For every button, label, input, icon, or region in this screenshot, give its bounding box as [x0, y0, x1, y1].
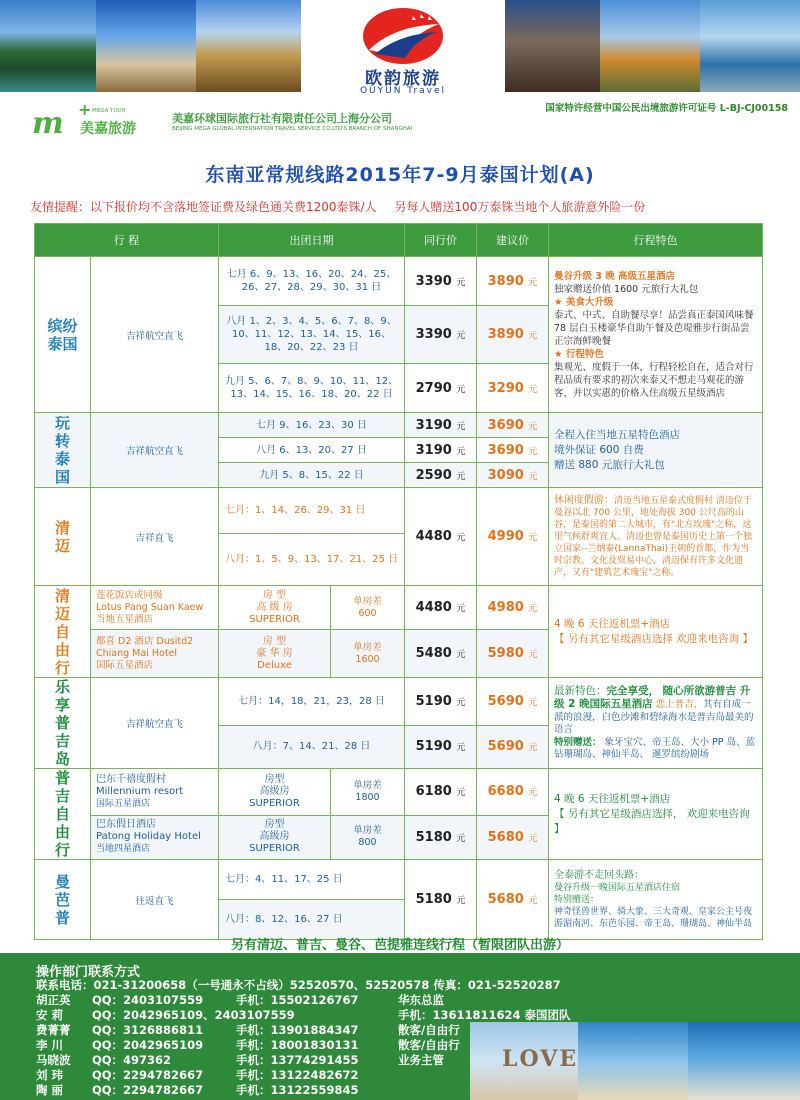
table-header-row — [35, 224, 763, 257]
room-type: 房型 高级房 SUPERIOR — [219, 815, 331, 859]
suggested-price: 5690 元 — [477, 678, 549, 726]
suggested-price: 5680 元 — [477, 815, 549, 859]
contact-phone-fax: 联系电话：021-31200658（一号通永不占线）52520570、52520578 传真：021-52520287 — [36, 978, 561, 992]
mega-chinese: 美嘉旅游 — [80, 121, 136, 137]
trade-price: 4480 元 — [405, 488, 477, 586]
dates-cell: 七月：1、14、26、29、31 日 — [219, 488, 405, 534]
route-name-chiangmai-free: 清迈自由行 — [35, 586, 91, 678]
suggested-price: 3890 元 — [477, 306, 549, 364]
trade-price: 3190 元 — [405, 413, 477, 438]
resort-photo — [505, 0, 600, 92]
route-name-bangkok-pattaya: 曼芭普 — [35, 860, 91, 940]
features-phuket-free: 4 晚 6 天往返机票+酒店 【 另有其它星级酒店选择， 欢迎来电咨询 】 — [549, 769, 763, 860]
route-name-wanzhuan: 玩转泰国 — [35, 413, 91, 488]
header-dates: 出团日期 — [219, 224, 405, 257]
table-row — [35, 257, 763, 306]
autumn-photo — [600, 0, 700, 92]
mega-m-letter: m — [32, 106, 64, 141]
suggested-price: 4980 元 — [477, 586, 549, 630]
city-coast-photo — [700, 0, 800, 92]
mega-english: MEGA TOUR — [92, 108, 126, 114]
suggested-price: 6680 元 — [477, 769, 549, 816]
price-table — [34, 223, 762, 940]
suggested-price: 3290 元 — [477, 364, 549, 413]
table-row — [35, 413, 763, 438]
flight-wanzhuan: 吉祥航空直飞 — [91, 413, 219, 488]
flight-bangkok-pattaya: 往返直飞 — [91, 860, 219, 940]
route-name-binfen: 缤纷泰国 — [35, 257, 91, 413]
features-phuket: 最新特色：完全享受， 随心所欲游普吉 升级 2 晚国际五星酒店 恋上普吉，其有自成一派的浪漫，白色沙滩和碧绿海水是普吉岛最美的语言 特别赠送： 象牙宝穴、帝王岛、大小 PP 岛、蓝钻珊瑚岛、神仙半岛、 暹罗缤纷剧场 — [549, 678, 763, 769]
single-room-diff: 单房差 1600 — [331, 630, 405, 678]
ouyun-logo-icon — [353, 6, 453, 66]
more-tours-note: 另有清迈、普吉、曼谷、芭提雅连线行程（暂限团队出游） — [230, 938, 569, 953]
trade-price: 3390 元 — [405, 257, 477, 306]
features-bangkok-pattaya: 全泰游不走回头路： 曼谷升级一晚国际五星酒店住宿 特别赠送： 神奇怪兽世界、骑大象、三大奇观、皇家公主号夜游湄南河、东芭乐园、帝王岛、珊瑚岛、神仙半岛 — [549, 860, 763, 940]
dates-cell: 八月：8、12、16、27 日 — [219, 900, 405, 940]
logo-english-text: OUYUN Travel — [359, 86, 447, 96]
desert-photo — [196, 0, 301, 92]
trade-price: 3390 元 — [405, 306, 477, 364]
single-room-diff: 单房差 1800 — [331, 769, 405, 816]
flight-chiangmai: 吉祥直飞 — [91, 488, 219, 586]
header-route: 行 程 — [35, 224, 219, 257]
table-row — [35, 488, 763, 534]
dates-cell: 七月：14，18，21，23，28 日 — [219, 678, 405, 726]
route-name-phuket: 乐享普吉岛 — [35, 678, 91, 769]
trade-price: 5190 元 — [405, 678, 477, 726]
trade-price: 6180 元 — [405, 769, 477, 816]
flight-binfen: 吉祥航空直飞 — [91, 257, 219, 413]
route-name-chiangmai: 清迈 — [35, 488, 91, 586]
feature-line: ★ 行程特色 — [554, 348, 604, 360]
feature-line: 独家赠送价值 1600 元旅行大礼包 — [554, 283, 699, 295]
table-row — [35, 769, 763, 816]
hotel-cell: 都喜 D2 酒店 Dusitd2 Chiang Mai Hotel 国际五星酒店 — [91, 630, 219, 678]
coast-photo — [96, 0, 196, 92]
suggested-price: 3690 元 — [477, 438, 549, 463]
header-suggested-price: 建议价 — [477, 224, 549, 257]
dates-cell: 七月 9、16、23、30 日 — [219, 413, 405, 438]
trade-price: 2590 元 — [405, 463, 477, 488]
trade-price: 5180 元 — [405, 860, 477, 940]
room-type: 房 型 高 级 房 SUPERIOR — [219, 586, 331, 630]
suggested-price: 4990 元 — [477, 488, 549, 586]
room-type: 房型 高级房 SUPERIOR — [219, 769, 331, 816]
dates-cell: 八月 1、2、3、4、5、6、7、8、9、10、11、12、13、14、15、16、18、20、22、23 日 — [219, 306, 405, 364]
dates-cell: 七月 6、9、13、16、20、24、25、26、27、28、29、30、31 日 — [219, 257, 405, 306]
suggested-price: 5690 元 — [477, 725, 549, 768]
flight-phuket: 吉祥航空直飞 — [91, 678, 219, 769]
route-name-phuket-free: 普吉自由行 — [35, 769, 91, 860]
suggested-price: 3090 元 — [477, 463, 549, 488]
suggested-price: 3890 元 — [477, 257, 549, 306]
features-wanzhuan: 全程入住当地五星特色酒店 境外保证 600 自费 赠送 880 元旅行大礼包 — [549, 413, 763, 488]
features-chiangmai-free: 4 晚 6 天往返机票+酒店 【 另有其它星级酒店选择 欢迎来电咨询 】 — [549, 586, 763, 678]
single-room-diff: 单房差 600 — [331, 586, 405, 630]
company-name-en: BEIJING MEGA GLOBAL INTERNATION TRAVEL SERVICE CO.LTD'S BRANCH OF SHANGHAI — [172, 126, 413, 132]
header-features: 行程特色 — [549, 224, 763, 257]
beach-woman-photo — [578, 1022, 688, 1100]
single-room-diff: 单房差 800 — [331, 815, 405, 859]
feature-line: ★ 美食大升级 — [554, 296, 614, 308]
feature-line: 曼谷升级 3 晚 高级五星酒店 — [554, 270, 676, 282]
features-chiangmai: 休闲度假游：清迈当地五星泰式度假村 清迈位于曼谷以北 700 公里，地处海拔 300 公尺高的山谷，是泰国的第二大城市，有"北方玫瑰"之称，这里气候舒爽宜人。清迈也曾是泰国历史上第一个独立国家--兰纳泰(LannaThai)王朝的首都，作为当时宗教、文化及贸易中心，清迈保有许多文化遗产，又有"建筑艺术瑰宝"之称。 — [549, 488, 763, 586]
mega-tour-logo — [32, 100, 152, 141]
lake-photo — [0, 0, 96, 92]
reminder-right: 另每人赠送100万泰铢当地个人旅游意外险一份 — [394, 200, 646, 214]
dates-cell: 九月 5、6、7、8、9、10、11、12、13、14、15、16、18、20、22 日 — [219, 364, 405, 413]
ouyun-logo — [301, 0, 505, 100]
trade-price: 4480 元 — [405, 586, 477, 630]
feature-line: 集观光、度假于一体，行程轻松自在，适合对行程品质有要求的初次来泰又不想走马观花的游客，并以实惠的价格入住高级五星级酒店 — [554, 361, 754, 399]
trade-price: 3190 元 — [405, 438, 477, 463]
table-row — [35, 586, 763, 630]
dates-cell: 八月：1、5、9、13、17、21、25 日 — [219, 534, 405, 586]
room-type: 房 型 豪 华 房 Deluxe — [219, 630, 331, 678]
beach-couple-photo — [688, 1022, 800, 1100]
reminder-left: 友情提醒：以下报价均不含落地签证费及绿色通关费1200泰铢/人 — [30, 200, 377, 214]
trade-price: 5180 元 — [405, 815, 477, 859]
suggested-price: 5680 元 — [477, 860, 549, 940]
reminder-note — [30, 198, 659, 215]
suggested-price: 5980 元 — [477, 630, 549, 678]
features-binfen — [549, 257, 763, 413]
page-title: 东南亚常规线路2015年7-9月泰国计划(A) — [205, 164, 595, 186]
trade-price: 5190 元 — [405, 725, 477, 768]
footer-title: 操作部门联系方式 — [36, 965, 141, 980]
suggested-price: 3690 元 — [477, 413, 549, 438]
logo-chinese-text: 欧韵旅游 — [365, 69, 441, 89]
dates-cell: 九月 5、8、15、22 日 — [219, 463, 405, 488]
table-row — [35, 860, 763, 900]
dates-cell: 七月：4、11、17、25 日 — [219, 860, 405, 900]
table-row — [35, 678, 763, 726]
feature-line: 泰式、中式、自助餐尽享！品尝真正泰国风味餐 78 层白玉楼豪华自助午餐及芭堤雅步行街品尝正宗海鲜晚餐 — [554, 309, 754, 347]
hotel-cell: 巴东千禧度假村 Millennium resort 国际五星酒店 — [91, 769, 219, 816]
trade-price: 2790 元 — [405, 364, 477, 413]
contact-footer: 操作部门联系方式 联系电话：021-31200658（一号通永不占线）52520570、52520578 传真：021-52520287 胡正英 QQ：2403107559 手机：15502126767 华东总监 安 莉 QQ：2042965109、2403107559 手机：13611811624 泰国团队 费菁菁 QQ：3126886811 手机：13901884347 散客/自由行 李 川 QQ：2042965109 手机：18001830131 散客/自由行 马晓波 QQ：497362 手机：13774291455 业务主管 刘 玮 QQ：2294782667 手机：13122482672 陶 丽 QQ：2294782667 手机：13122559845 — [0, 953, 800, 1100]
dates-cell: 八月 6、13、20、27 日 — [219, 438, 405, 463]
dates-cell: 八月：7、14、21、28 日 — [219, 725, 405, 768]
top-banner — [0, 0, 800, 96]
hotel-cell: 巴东假日酒店 Patong Holiday Hotel 当地四星酒店 — [91, 815, 219, 859]
hotel-cell: 莲花饭店或同级 Lotus Pang Suan Kaew 当地五星酒店 — [91, 586, 219, 630]
company-name-cn: 美嘉环球国际旅行社有限责任公司上海分公司 — [172, 112, 392, 125]
mega-plus-icon: + — [78, 100, 92, 119]
license-number: 国家特许经营中国公民出境旅游许可证号 L-BJ-CJ00158 — [545, 103, 788, 114]
love-sand-text: LOVE — [502, 1046, 579, 1072]
trade-price: 5480 元 — [405, 630, 477, 678]
header-trade-price: 同行价 — [405, 224, 477, 257]
